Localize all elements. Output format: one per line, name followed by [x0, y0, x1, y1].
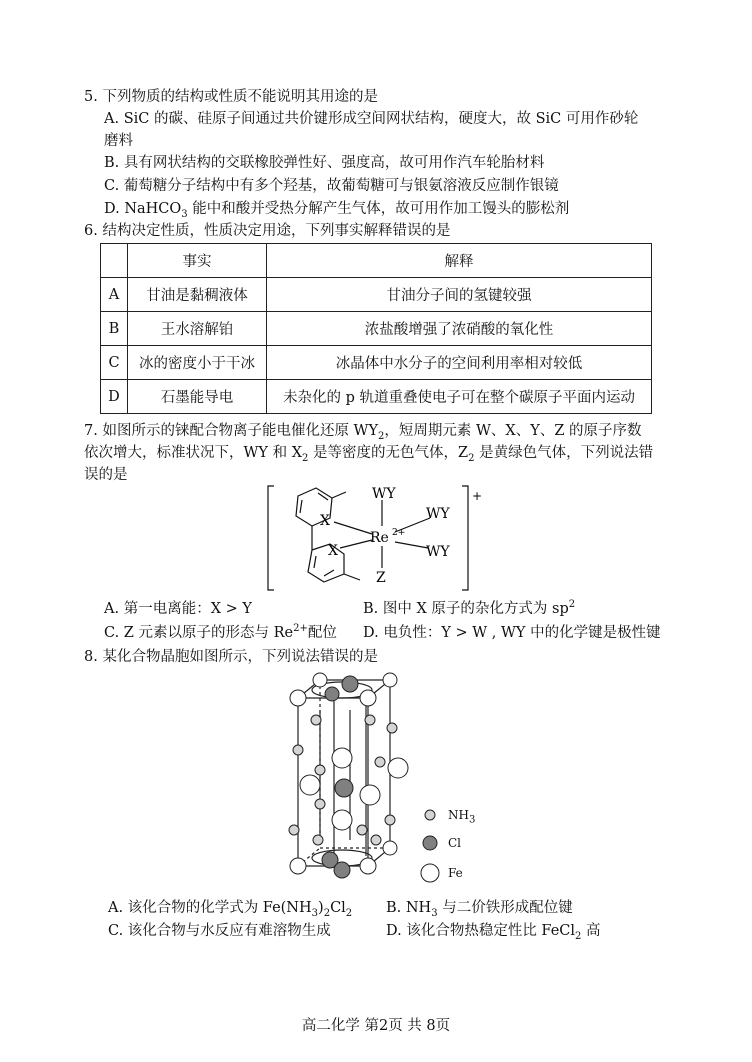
table-cell-fact: 冰的密度小于干冰 — [128, 346, 267, 380]
q5-option-c: C. 葡萄糖分子结构中有多个羟基，故葡萄糖可与银氨溶液反应制作银镜 — [104, 178, 559, 194]
q6-stem: 6. 结构决定性质，性质决定用途，下列事实解释错误的是 — [84, 223, 451, 239]
ligand-wy-lower: WY — [426, 544, 450, 560]
ligand-wy-right: WY — [426, 506, 450, 522]
table-header-row — [101, 244, 652, 278]
q5-stem: 5. 下列物质的结构或性质不能说明其用途的是 — [84, 89, 378, 105]
table-row — [101, 380, 652, 414]
table-cell-explanation: 甘油分子间的氢键较强 — [267, 278, 652, 312]
q8-option-d: D. 该化合物热稳定性比 FeCl$_2$ 高 — [386, 923, 601, 942]
q5-option-d: D. NaHCO$_3$ 能中和酸并受热分解产生气体，故可用作加工馒头的膨松剂 — [104, 201, 570, 220]
ligand-x-lower: X — [328, 543, 338, 559]
ligand-x-upper: X — [320, 513, 330, 529]
legend-cl-icon — [423, 836, 437, 850]
q8-stem: 8. 某化合物晶胞如图所示，下列说法错误的是 — [84, 649, 378, 665]
q6-table — [100, 243, 652, 414]
q5-option-b: B. 具有网状结构的交联橡胶弹性好、强度高，故可用作汽车轮胎材料 — [104, 155, 545, 171]
legend-nh3-icon — [425, 810, 435, 820]
legend-fe-icon — [421, 864, 439, 882]
table-header-cell: 解释 — [267, 244, 652, 278]
table-cell-fact: 王水溶解铂 — [128, 312, 267, 346]
rhenium-center-label: Re — [370, 530, 389, 546]
table-cell-explanation: 未杂化的 p 轨道重叠使电子可在整个碳原子平面内运动 — [267, 380, 652, 414]
legend-cl-label: Cl — [448, 836, 462, 850]
table-cell-explanation: 冰晶体中水分子的空间利用率相对较低 — [267, 346, 652, 380]
q5-option-a: A. SiC 的碳、硅原子间通过共价键形成空间网状结构，硬度大，故 SiC 可用作砂轮 — [104, 111, 639, 127]
table-cell-explanation: 浓盐酸增强了浓硝酸的氧化性 — [267, 312, 652, 346]
q7-option-a: A. 第一电离能：X > Y — [104, 601, 252, 617]
rhenium-charge: 2+ — [392, 528, 406, 538]
q7-option-b: B. 图中 X 原子的杂化方式为 $sp^2$ — [363, 599, 576, 617]
q7-option-d: D. 电负性：Y > W , WY 中的化学键是极性键 — [363, 625, 661, 641]
rhenium-complex-structure — [262, 480, 492, 595]
q8-option-a: A. 该化合物的化学式为 $Fe(NH_3)_2Cl_2$ — [108, 900, 353, 919]
table-row — [101, 346, 652, 380]
ligand-z: Z — [376, 570, 386, 586]
q5-option-a-cont: 磨料 — [104, 133, 133, 149]
table-cell-key: B — [101, 312, 128, 346]
page-footer: 高二化学 第2页 共 8页 — [301, 1018, 451, 1034]
table-row — [101, 312, 652, 346]
table-cell-key: C — [101, 346, 128, 380]
q7-option-c: C. Z 元素以原子的形态与 $Re^{2+}$配位 — [104, 623, 337, 641]
q7-stem-line3: 误的是 — [84, 467, 128, 483]
q7-stem-line1: 7. 如图所示的铼配合物离子能电催化还原 $WY_2$，短周期元素 W、X、Y、Z 的原子序数 — [84, 423, 642, 442]
table-header-cell: 事实 — [128, 244, 267, 278]
legend-nh3-label: $NH_3$ — [448, 808, 476, 826]
table-cell-key: D — [101, 380, 128, 414]
q7-stem-line2: 依次增大，标准状况下，WY 和 $X_2$ 是等密度的无色气体，$Z_2$ 是黄绿色气体，下列说法错 — [84, 445, 654, 464]
complex-charge: + — [472, 489, 483, 503]
table-header-cell — [101, 244, 128, 278]
table-cell-fact: 甘油是黏稠液体 — [128, 278, 267, 312]
table-row — [101, 278, 652, 312]
ligand-wy-top: WY — [372, 486, 396, 502]
q8-option-b: B. $NH_3$ 与二价铁形成配位键 — [386, 900, 573, 919]
crystal-cell-diagram — [280, 670, 420, 885]
table-cell-fact: 石墨能导电 — [128, 380, 267, 414]
legend-fe-label: Fe — [448, 866, 463, 880]
q8-option-c: C. 该化合物与水反应有难溶物生成 — [108, 923, 331, 939]
legend-symbols — [418, 805, 448, 885]
table-cell-key: A — [101, 278, 128, 312]
